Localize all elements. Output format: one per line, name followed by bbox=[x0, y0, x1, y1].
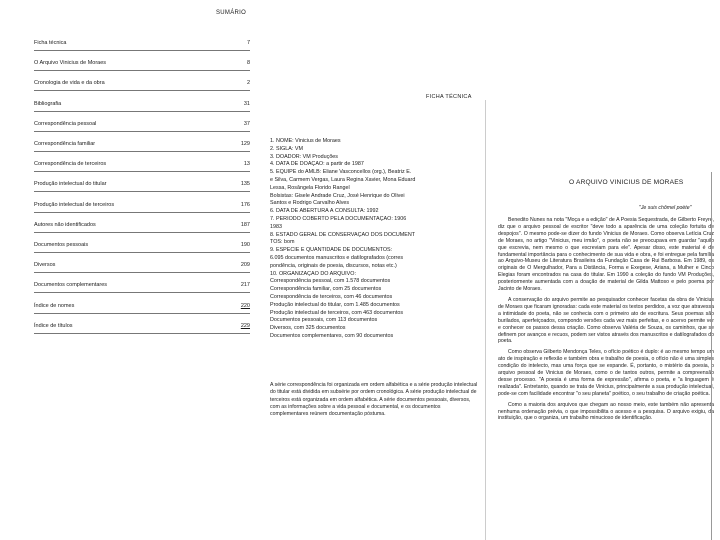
toc-entry-page: 176 bbox=[240, 201, 250, 208]
toc-entry-label: Produção intelectual de terceiros bbox=[34, 201, 115, 208]
epigraph: "Je suis chômel poète" bbox=[639, 205, 692, 211]
body-paragraph: A conservação do arquivo permite ao pesquisador conhecer facetas da obra de Vinicius de Moraes que ficaram ignoradas: cada este material os textos perdidos, a voz que atravessa a intimidade do poeta, não se conhecia com o primeiro ato de escritura. Seus poemas são burilados, aperfeiçoados, compondo versões cada vez mais perfeitas, e o acervo permite ver e conhecer os passos dessa criação. Como observa Valéria de Souza, os caminhos, que se definem por avanços e recuos, podem ser vistos através dos manuscritos e datilografados do poeta. bbox=[498, 296, 714, 345]
toc-entry-rule bbox=[34, 131, 250, 132]
toc-entry-page: 129 bbox=[240, 141, 250, 147]
toc-entry-rule bbox=[34, 333, 250, 334]
toc-entry-rule bbox=[34, 313, 250, 314]
toc-entry-page: 37 bbox=[243, 120, 250, 127]
toc-entry[interactable] bbox=[34, 202, 250, 212]
technical-sheet-heading: FICHA TÉCNICA bbox=[426, 94, 472, 100]
technical-sheet-line: 1983 bbox=[270, 223, 282, 230]
toc-entry[interactable] bbox=[34, 80, 250, 90]
toc-entry-label: Autores não identificados bbox=[34, 221, 96, 228]
technical-sheet-line: Produção intelectual de terceiros, com 463 documentos bbox=[270, 309, 404, 316]
toc-entry-label: Correspondência familiar bbox=[34, 141, 96, 147]
technical-sheet-line: 5. EQUIPE do AMLB: Eliane Vasconcellos (org.), Beatriz E. bbox=[270, 169, 412, 176]
toc-entry-label: Documentos complementares bbox=[34, 282, 108, 289]
toc-entry-label: Diversos bbox=[34, 262, 56, 269]
toc-entry-rule bbox=[34, 111, 250, 112]
toc-entry-page: 190 bbox=[240, 242, 250, 248]
technical-sheet-line: Bolsistas: Gisele Andrade Cruz, José Henrique do Olivei bbox=[270, 192, 405, 199]
technical-sheet-line: 7. PERÍODO COBERTO PELA DOCUMENTAÇÃO: 1906 bbox=[270, 216, 407, 222]
toc-entry-page: 7 bbox=[246, 40, 250, 46]
technical-sheet-line: 2. SIGLA: VM bbox=[270, 145, 303, 152]
technical-sheet-line: 9. ESPÉCIE E QUANTIDADE DE DOCUMENTOS: bbox=[270, 247, 393, 254]
toc-entry-label: Ficha técnica bbox=[34, 40, 67, 46]
technical-sheet-line: Santos e Rodrigo Carvalho Alves bbox=[270, 200, 350, 207]
technical-sheet-line: Documentos complementares, com 90 documentos bbox=[270, 333, 394, 339]
technical-sheet-line: 10. ORGANIZAÇÃO DO ARQUIVO: bbox=[270, 270, 356, 277]
toc-entry[interactable] bbox=[34, 222, 250, 232]
toc-entry-label: Cronologia de vida e da obra bbox=[34, 80, 105, 87]
toc-entry[interactable] bbox=[34, 181, 250, 191]
toc-entry-rule bbox=[34, 252, 250, 253]
toc-title: SUMÁRIO bbox=[216, 10, 247, 16]
toc-entry-label: Documentos pessoais bbox=[34, 242, 89, 248]
toc-entry-rule bbox=[34, 70, 250, 71]
toc-entry-rule bbox=[34, 151, 250, 152]
technical-sheet-page bbox=[266, 92, 480, 540]
toc-entry-rule bbox=[34, 292, 250, 293]
technical-sheet-line: TOS: bom bbox=[270, 239, 295, 246]
toc-entry[interactable] bbox=[34, 101, 250, 111]
technical-sheet-line: pondência, originais de poesia, discursos, notas etc.) bbox=[270, 262, 397, 269]
toc-entry-label: Índice de títulos bbox=[34, 322, 73, 329]
toc-entry-page: 187 bbox=[240, 221, 250, 228]
toc-entry[interactable] bbox=[34, 161, 250, 171]
technical-sheet-line: 4. DATA DE DOAÇÃO: a partir de 1987 bbox=[270, 161, 364, 168]
toc-entry-label: Produção intelectual do titular bbox=[34, 181, 107, 188]
toc-entry[interactable] bbox=[34, 121, 250, 131]
toc-entry-rule bbox=[34, 171, 250, 172]
toc-entry-label: Bibliografia bbox=[34, 100, 62, 107]
technical-sheet-line: Lessa, Rosângela Florido Rangel bbox=[270, 184, 350, 191]
toc-entry-rule bbox=[34, 50, 250, 51]
toc-entry-rule bbox=[34, 272, 250, 273]
toc-entry[interactable] bbox=[34, 40, 250, 50]
toc-entry-page: 2 bbox=[246, 80, 250, 87]
body-paragraph: Benedito Nunes na nota "Moça e a edição" de A Poesia Sequestrada, de Gilberto Freyre, diz que o arquivo pessoal de escritor "deve todo a aparência de uma coleção fortuita de despojos". O mesmo pode-se dizer do fundo Vinicius de Moraes. Como observa Letícia Cruz de Moraes, no artigo "Vinicius, meu irmão", o poeta não se preocupava em guardar "aquilo que escrevia, nem mesmo o que escreviam para ele". Apesar disso, este material é de fundamental importância para o conhecimento de sua vida e obra, e foi entregue pela família ao Arquivo-Museu de Literatura Brasileira da Fundação Casa de Rui Barbosa. Em 1989, os originais de O Mergulhador, Para a Distância, Forma e Exegese, Ariana, a Mulher e Cinco Elegias foram encontrados na casa do titular. Em 1990 a coleção do fundo VM Produções, posteriormente aumentada com a doação de material de Gilda Mattoso e pelo poema por Jacinto de Moraes. bbox=[498, 217, 714, 293]
archive-title: O ARQUIVO VINICIUS DE MORAES bbox=[569, 179, 684, 186]
page-edge-rule bbox=[711, 172, 712, 540]
technical-sheet-line: 1. NOME: Vinicius de Moraes bbox=[270, 138, 341, 144]
toc-entry[interactable] bbox=[34, 303, 250, 313]
archive-intro-page bbox=[485, 100, 720, 540]
toc-entry-page: 220 bbox=[240, 302, 250, 309]
toc-entry[interactable] bbox=[34, 282, 250, 292]
technical-sheet-line: Produção intelectual do titular, com 1.485 documentos bbox=[270, 301, 400, 308]
technical-sheet-line: Correspondência pessoal, com 1.578 documentos bbox=[270, 278, 391, 285]
toc-entry[interactable] bbox=[34, 323, 250, 333]
toc-entry-page: 229 bbox=[240, 322, 250, 329]
toc-entry-label: Correspondência de terceiros bbox=[34, 161, 107, 168]
toc-entry-page: 8 bbox=[246, 60, 250, 67]
technical-sheet-line: 3. DOADOR: VM Produções bbox=[270, 153, 339, 160]
technical-sheet-line: 6.095 documentos manuscritos e datilografados (corres bbox=[270, 255, 404, 261]
technical-sheet-line: 6. DATA DE ABERTURA À CONSULTA: 1992 bbox=[270, 208, 379, 215]
toc-entry-page: 217 bbox=[240, 282, 250, 289]
toc-entry-rule bbox=[34, 212, 250, 213]
toc-entry[interactable] bbox=[34, 262, 250, 272]
toc-entry-page: 31 bbox=[243, 100, 250, 107]
toc-entry-label: Índice de nomes bbox=[34, 302, 75, 309]
technical-sheet-line: Documentos pessoais, com 113 documentos bbox=[270, 317, 378, 324]
toc-entry-page: 209 bbox=[240, 262, 250, 269]
technical-sheet-line: 8. ESTADO GERAL DE CONSERVAÇÃO DOS DOCUMENT bbox=[270, 231, 416, 238]
organization-paragraph: A série correspondência foi organizada em ordem alfabética e a série produção intelectual do titular está dividida em subsérie por ordem cronológica. A série produção intelectual de terceiros está organizada em ordem alfabética. A série documentos pessoais, diversos, com as informações sobre a vida pessoal e documental, e os documentos complementares reúnem documentação póstuma. bbox=[270, 382, 478, 418]
toc-entry-page: 13 bbox=[243, 161, 250, 168]
toc-entry[interactable] bbox=[34, 60, 250, 70]
toc-entry-rule bbox=[34, 90, 250, 91]
toc-entry[interactable] bbox=[34, 242, 250, 252]
toc-entry-rule bbox=[34, 191, 250, 192]
technical-sheet-line: Correspondência de terceiros, com 46 documentos bbox=[270, 294, 393, 300]
technical-sheet-line: Correspondência familiar, com 25 documentos bbox=[270, 286, 382, 293]
technical-sheet-line: Diversos, com 325 documentos bbox=[270, 325, 346, 332]
toc-entry-rule bbox=[34, 232, 250, 233]
toc-entry[interactable] bbox=[34, 141, 250, 151]
toc-entry-label: Correspondência pessoal bbox=[34, 120, 97, 127]
technical-sheet-line: e Silva, Carmem Vergas, Laura Regina Xavier, Mona Eduard bbox=[270, 177, 416, 183]
archive-body-text bbox=[498, 217, 714, 426]
toc-entry-label: O Arquivo Vinicius de Moraes bbox=[34, 60, 107, 67]
body-paragraph: Como observa Gilberto Mendonça Teles, o ofício poético é duplo: é ao mesmo tempo um ato de inspiração e reflexão e também obra e trabalho de poesia, o ofício não é uma simples condição do intelecto, mas uma força que se expande. É, portanto, o mistério da poesia, o arquivo pessoal de Vinicius de Moraes, como o de tantos outros, permite a compreensão desse processo. "A poesia é uma forma de expressão", afirma o poeta, e "a linguagem é realizada". Entretanto, quando se trata de Vinicius, principalmente a sua produção intelectual, pode-se com facilidade encontrar "o seu planeta" poético, o seu trabalho de criação poética. bbox=[498, 349, 714, 397]
toc-entry-page: 135 bbox=[240, 181, 250, 188]
toc-page bbox=[0, 0, 262, 540]
body-paragraph: Como a maioria dos arquivos que chegam ao nosso meio, este também não apresenta nenhuma ordenação prévia, o que impossibilita o acesso e a pesquisa. O arquivo exigiu, da instituição, que o organiza, um trabalho minucioso de identificação. bbox=[498, 401, 714, 422]
